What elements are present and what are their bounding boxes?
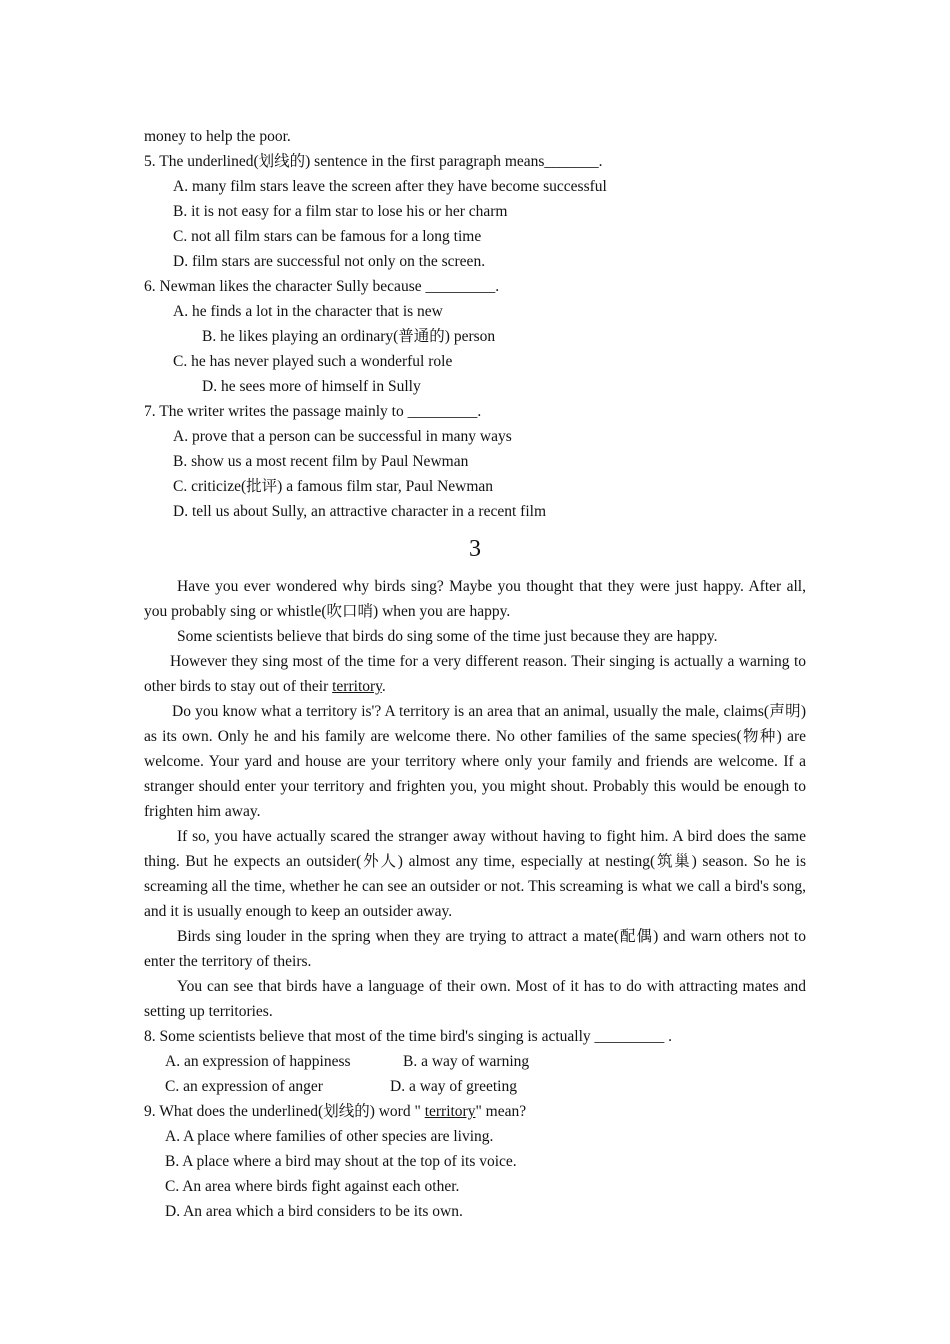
question-9-option-d: D. An area which a bird considers to be its own. — [165, 1203, 463, 1220]
question-5-option-a: A. many film stars leave the screen after they have become successful — [173, 178, 607, 195]
question-8-option-b: B. a way of warning — [403, 1053, 530, 1070]
question-8-options-row-2 — [144, 1074, 806, 1099]
question-7-option-b: B. show us a most recent film by Paul Newman — [173, 453, 469, 470]
section-number: 3 — [469, 536, 481, 562]
question-6-option-d: D. he sees more of himself in Sully — [202, 378, 421, 395]
question-8-stem: 8. Some scientists believe that most of the time bird's singing is actually _________ . — [144, 1028, 673, 1045]
question-9-option-a: A. A place where families of other species are living. — [165, 1128, 494, 1145]
question-9-underlined-word: territory — [424, 1103, 476, 1120]
question-5-stem: 5. The underlined(划线的) sentence in the first paragraph means_______. — [144, 153, 603, 170]
question-9-stem-start: 9. What does the underlined(划线的) word " — [144, 1103, 425, 1120]
question-5-option-b: B. it is not easy for a film star to lose his or her charm — [173, 203, 508, 220]
question-9-option-c: C. An area where birds fight against each other. — [165, 1178, 460, 1195]
question-7-option-a: A. prove that a person can be successful in many ways — [173, 428, 512, 445]
question-6-stem: 6. Newman likes the character Sully because _________. — [144, 278, 500, 295]
passage-paragraph-7: You can see that birds have a language of their own. Most of it has to do with attracting mates and setting up territories. — [144, 978, 806, 1020]
question-9-option-b: B. A place where a bird may shout at the top of its voice. — [165, 1153, 517, 1170]
question-6-option-b: B. he likes playing an ordinary(普通的) person — [202, 328, 496, 345]
passage-paragraph-4: Do you know what a territory is'? A territory is an area that an animal, usually the male, claims(声明) as its own. Only he and his family are welcome there. No other families of the same species(物种) are welcome. Your yard and house are your territory where only your family and friends are welcome. If a stranger should enter your territory and frighten you, you might shout. Probably this would be enough to frighten him away. — [144, 703, 806, 820]
question-5-option-c: C. not all film stars can be famous for a long time — [173, 228, 482, 245]
passage-paragraph-5: If so, you have actually scared the stranger away without having to fight him. A bird does the same thing. But he expects an outsider(外人) almost any time, especially at nesting(筑巢) season. So he is screaming all the time, whether he can see an outsider or not. This screaming is what we call a bird's song, and it is usually enough to keep an outsider away. — [144, 828, 806, 920]
question-9-stem — [144, 1099, 806, 1124]
question-8-option-d: D. a way of greeting — [390, 1078, 517, 1095]
paragraph-3-text: However they sing most of the time for a very different reason. Their singing is actually a warning to other birds to stay out of their — [144, 653, 806, 695]
underlined-word-territory: territory — [332, 678, 382, 695]
passage-paragraph-6: Birds sing louder in the spring when they are trying to attract a mate(配偶) and warn others not to enter the territory of theirs. — [144, 928, 806, 970]
question-8-option-c: C. an expression of anger — [165, 1078, 323, 1095]
question-5-option-d: D. film stars are successful not only on the screen. — [173, 253, 486, 270]
question-6-option-c: C. he has never played such a wonderful role — [173, 353, 453, 370]
question-8-options-row-1 — [144, 1049, 806, 1074]
question-7-stem: 7. The writer writes the passage mainly to _________. — [144, 403, 482, 420]
intro-line: money to help the poor. — [144, 128, 291, 145]
passage-paragraph-3 — [144, 649, 806, 699]
question-8-option-a: A. an expression of happiness — [165, 1053, 351, 1070]
question-7-option-c: C. criticize(批评) a famous film star, Paul Newman — [173, 478, 494, 495]
passage-paragraph-1: Have you ever wondered why birds sing? Maybe you thought that they were just happy. After all, you probably sing or whistle(吹口哨) when you are happy. — [144, 578, 806, 620]
passage-paragraph-2: Some scientists believe that birds do sing some of the time just because they are happy. — [177, 628, 718, 645]
document-page — [144, 124, 806, 1224]
question-6-option-a: A. he finds a lot in the character that is new — [173, 303, 443, 320]
paragraph-3-end: . — [381, 678, 386, 695]
question-7-option-d: D. tell us about Sully, an attractive character in a recent film — [173, 503, 546, 520]
question-9-stem-end: " mean? — [475, 1103, 527, 1120]
